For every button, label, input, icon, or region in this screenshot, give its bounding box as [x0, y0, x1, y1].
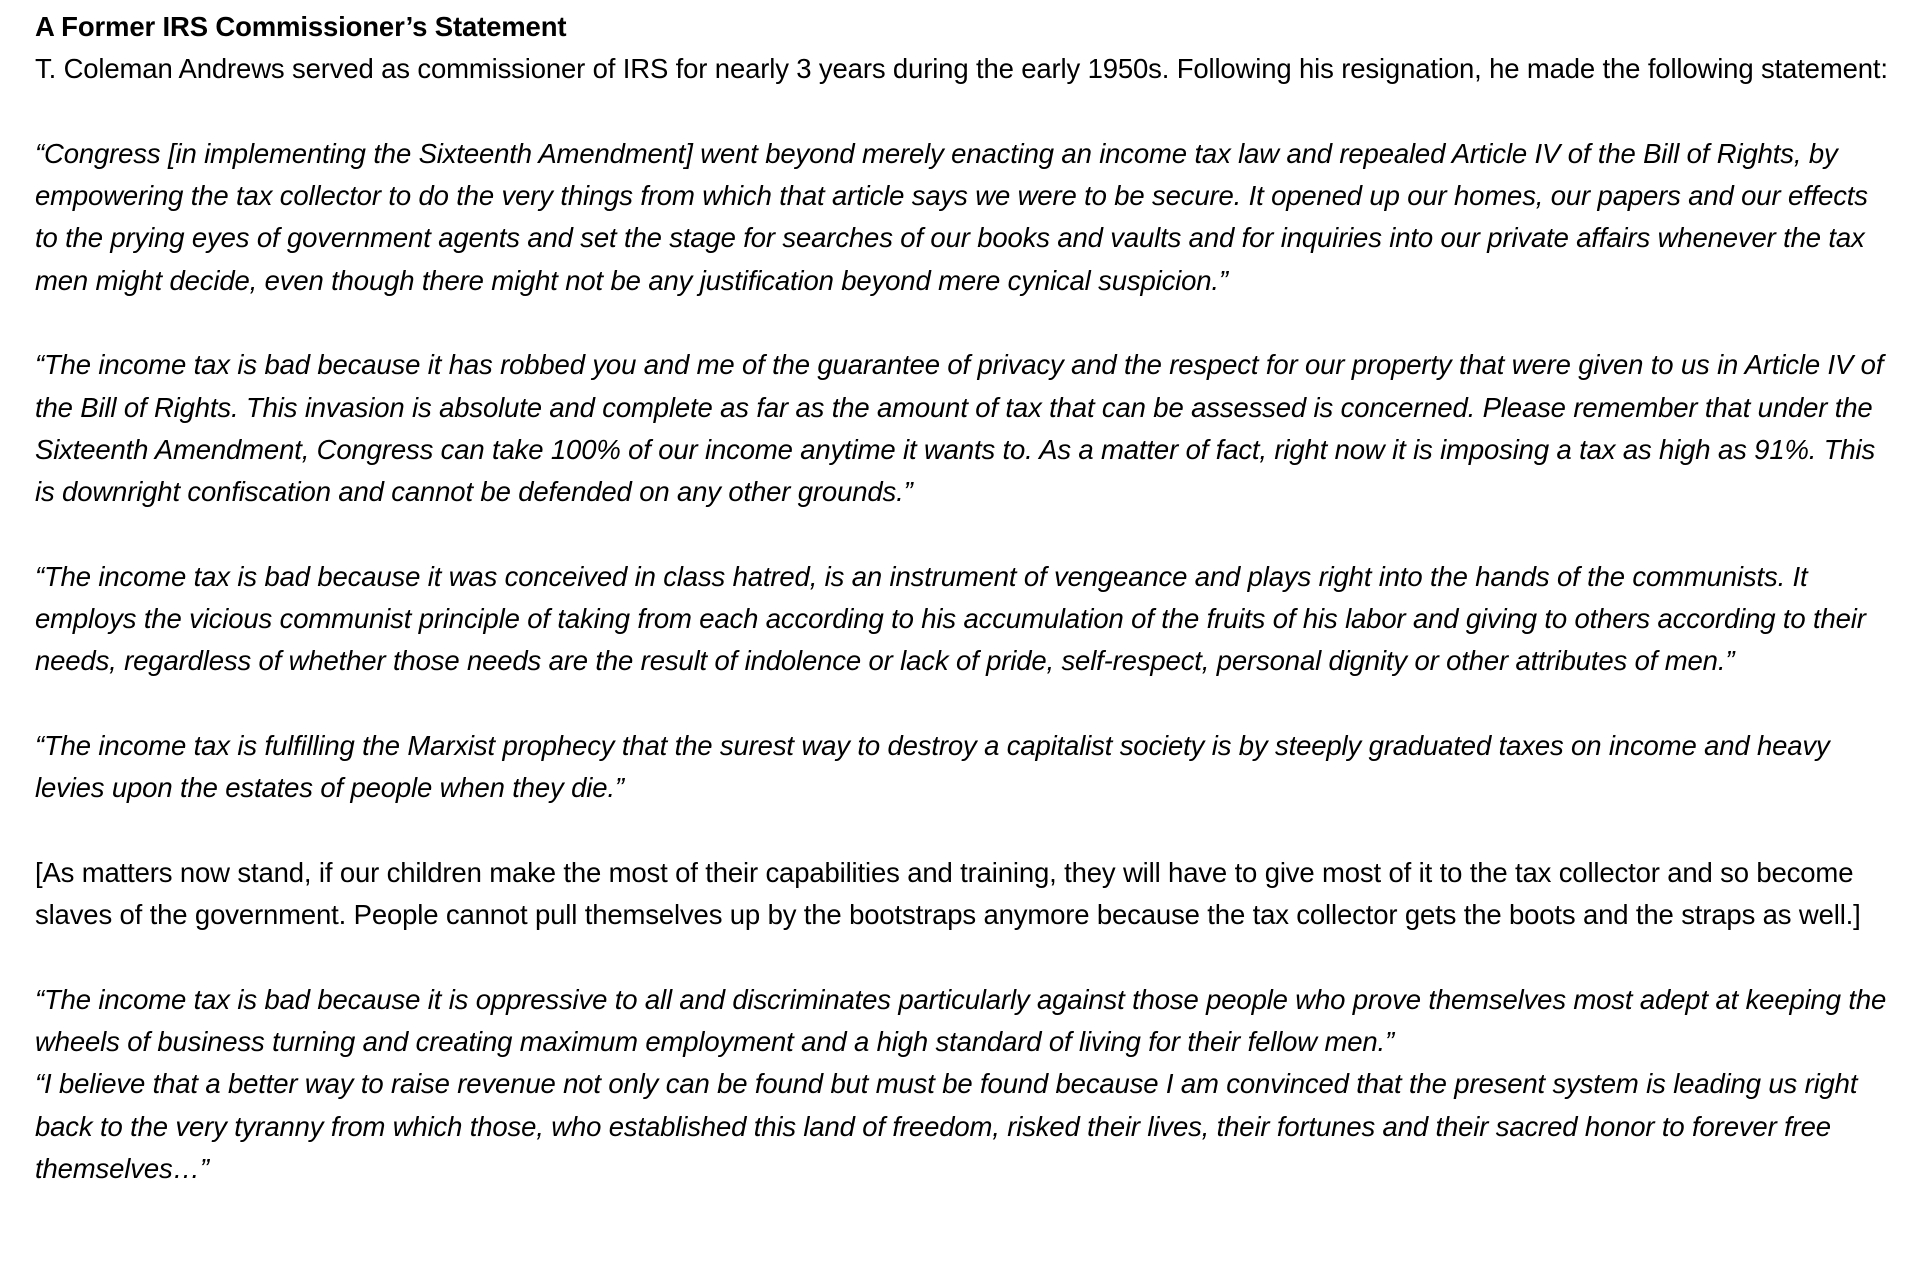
paragraph-gap — [35, 514, 1897, 556]
document — [35, 6, 1897, 1190]
quote-paragraph-6: “I believe that a better way to raise revenue not only can be found but must be found because I am convinced that the present system is leading us right back to the very tyranny from which those, who established this land of freedom, risked their lives, their fortunes and their sacred honor to forever free themselves…” — [35, 1068, 1858, 1185]
quote-paragraph-4: “The income tax is fulfilling the Marxist prophecy that the surest way to destroy a capitalist society is by steeply graduated taxes on income and heavy levies upon the estates of people when they die.” — [35, 730, 1830, 804]
quote-paragraph-3: “The income tax is bad because it was conceived in class hatred, is an instrument of vengeance and plays right into the hands of the communists. It employs the vicious communist principle of taking from each according to his accumulation of the fruits of his labor and giving to others according to their needs, regardless of whether those needs are the result of indolence or lack of pride, self-respect, personal dignity or other attributes of men.” — [35, 560, 1866, 677]
quote-paragraph-1: “Congress [in implementing the Sixteenth Amendment] went beyond merely enacting an income tax law and repealed Article IV of the Bill of Rights, by empowering the tax collector to do the very things from which that article says we were to be secure. It opened up our homes, our papers and our effects to the prying eyes of government agents and set the stage for searches of our books and vaults and for inquiries into our private affairs whenever the tax men might decide, even though there might not be any justification beyond mere cynical suspicion.” — [35, 137, 1868, 296]
paragraph-gap — [35, 810, 1897, 852]
paragraph-gap — [35, 91, 1897, 133]
document-title: A Former IRS Commissioner’s Statement — [35, 11, 567, 42]
quote-paragraph-2: “The income tax is bad because it has robbed you and me of the guarantee of privacy and the respect for our property that were given to us in Article IV of the Bill of Rights. This invasion is absolute and complete as far as the amount of tax that can be assessed is concerned. Please remember that under the Sixteenth Amendment, Congress can take 100% of our income anytime it wants to. As a matter of fact, right now it is imposing a tax as high as 91%. This is downright confiscation and cannot be defended on any other grounds.” — [35, 349, 1884, 508]
intro-paragraph: T. Coleman Andrews served as commissioner of IRS for nearly 3 years during the early 1950s. Following his resignation, he made the following statement: — [35, 53, 1888, 85]
paragraph-gap — [35, 683, 1897, 725]
paragraph-gap — [35, 937, 1897, 979]
quote-paragraph-5: “The income tax is bad because it is oppressive to all and discriminates particularly against those people who prove themselves most adept at keeping the wheels of business turning and creating maximum employment and a high standard of living for their fellow men.” — [35, 983, 1887, 1058]
paragraph-gap — [35, 302, 1897, 344]
bracket-note-paragraph: [As matters now stand, if our children make the most of their capabilities and training, they will have to give most of it to the tax collector and so become slaves of the government. People cannot pull themselves up by the bootstraps anymore because the tax collector gets the boots and the straps as well.] — [35, 856, 1861, 931]
